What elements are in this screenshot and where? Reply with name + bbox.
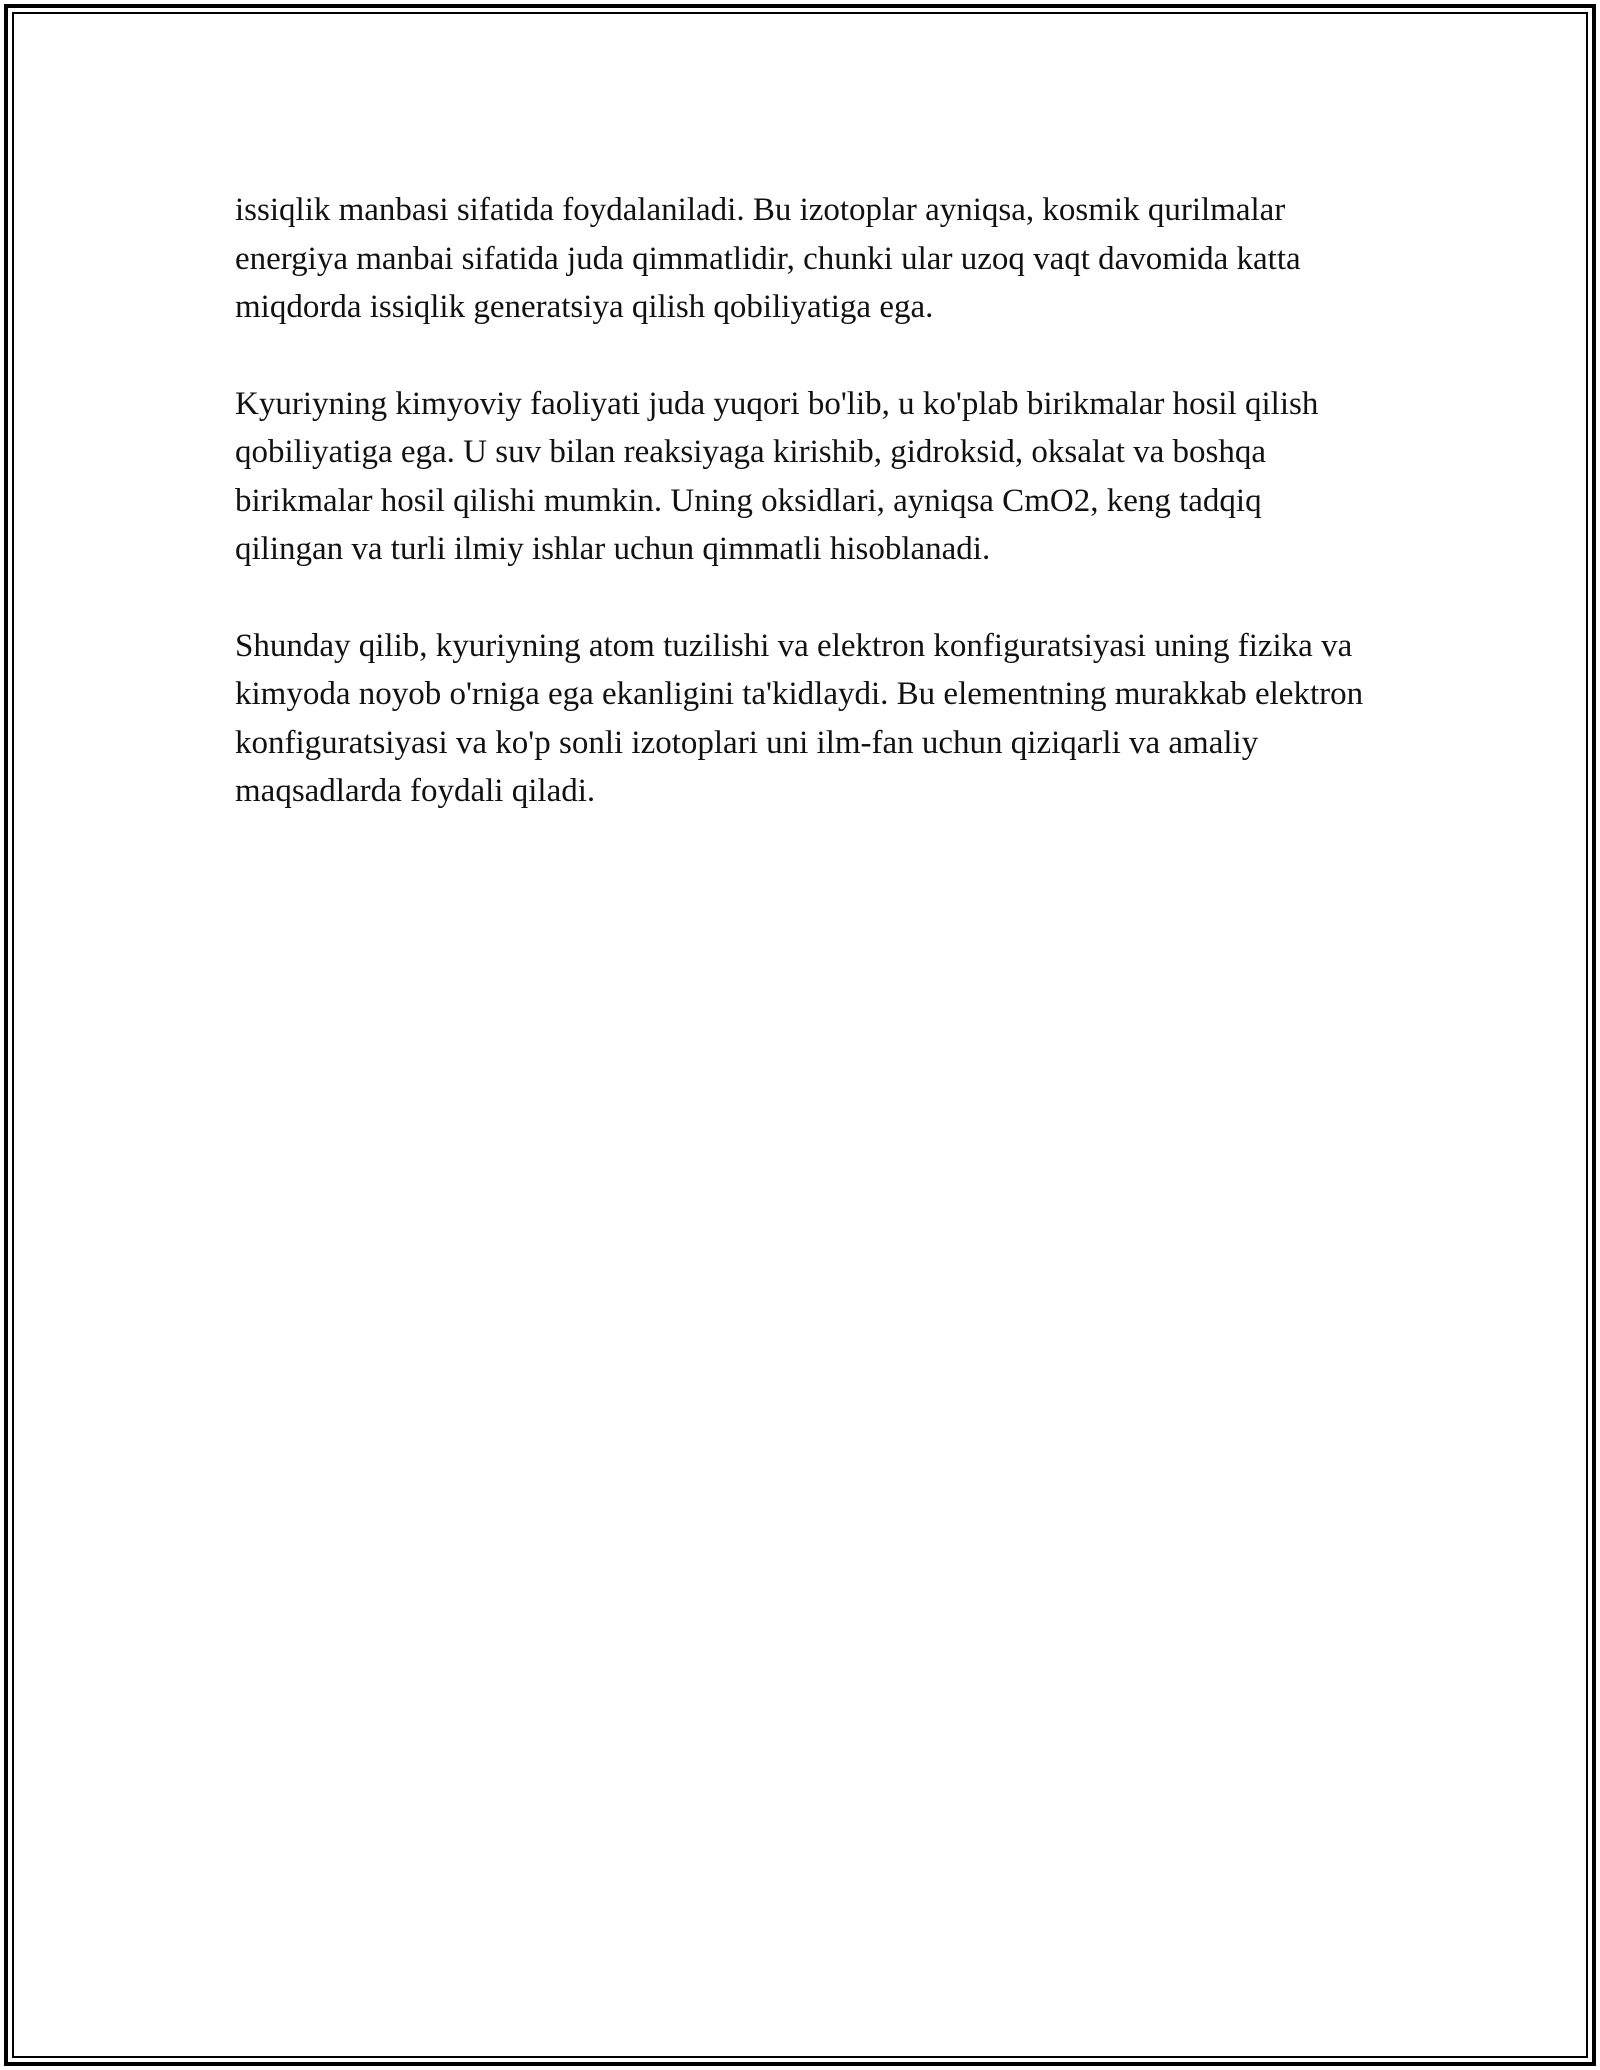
paragraph-conclusion: Shunday qilib, kyuriyning atom tuzilishi va elektron konfiguratsiyasi uning fizika va kimyoda noyob o'rniga ega ekanligini ta'kidlaydi. Bu elementning murakkab elektron konfiguratsiyasi va ko'p sonli izotoplari uni ilm-fan uchun qiziqarli va amaliy maqsadlarda foydali qiladi. [235,627,1364,809]
paragraph-heat-source: issiqlik manbasi sifatida foydalaniladi. Bu izotoplar ayniqsa, kosmik qurilmalar energiya manbai sifatida juda qimmatlidir, chunki ular uzoq vaqt davomida katta miqdorda issiqlik generatsiya qilish qobiliyatiga ega. [235,192,1301,325]
paragraph-chemical-activity: Kyuriyning kimyoviy faoliyati juda yuqori bo'lib, u ko'plab birikmalar hosil qilish qobiliyatiga ega. U suv bilan reaksiyaga kirishib, gidroksid, oksalat va boshqa birikmalar hosil qilishi mumkin. Uning oksidlari, ayniqsa CmO2, keng tadqiq qilingan va turli ilmiy ishlar uchun qimmatli hisoblanadi. [235,385,1319,567]
document-body [235,186,1370,864]
